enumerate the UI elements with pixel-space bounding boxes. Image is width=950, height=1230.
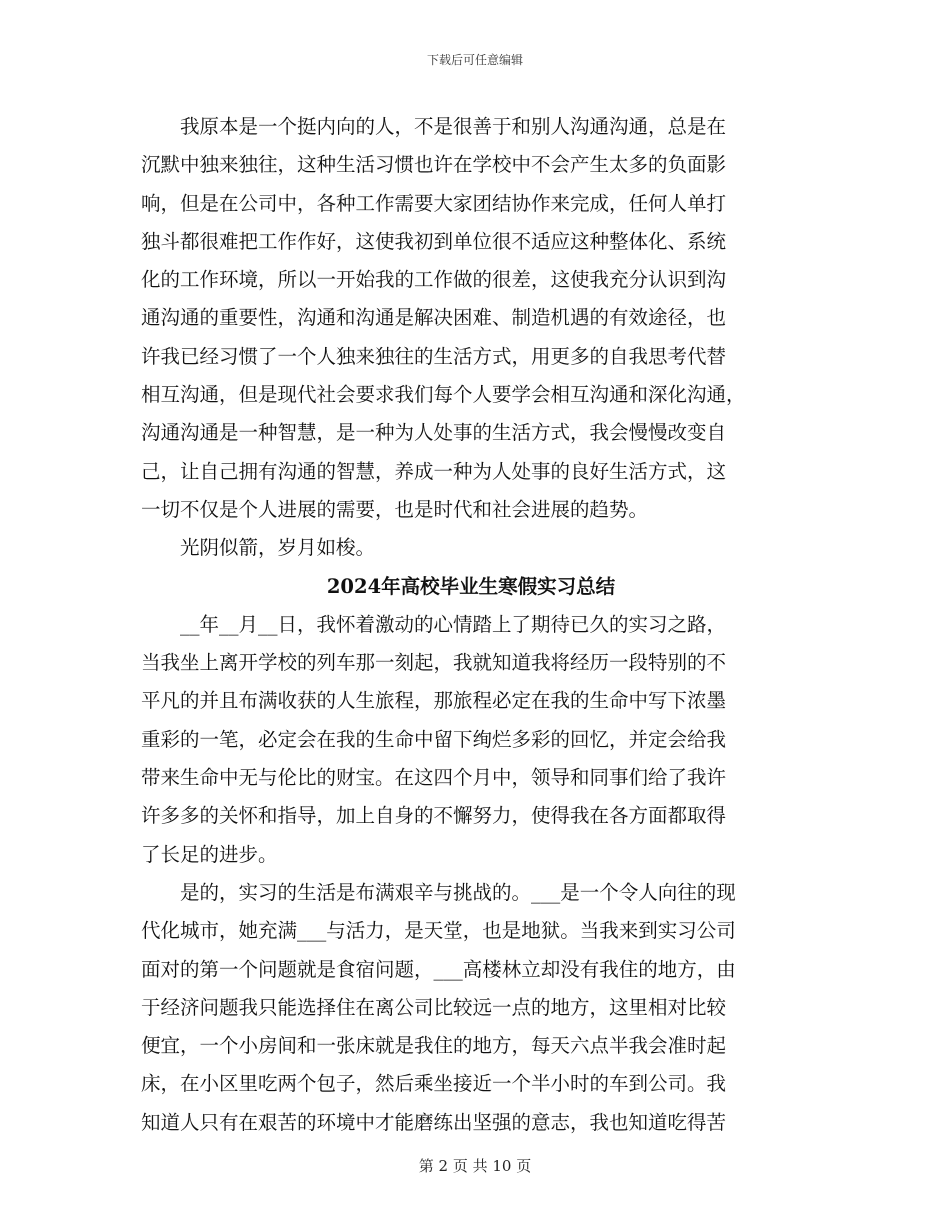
paragraph-line: 许我已经习惯了一个人独来独往的生活方式，用更多的自我思考代替 bbox=[141, 344, 727, 368]
paragraph-line: 许多多的关怀和指导，加上自身的不懈努力，使得我在各方面都取得 bbox=[141, 804, 727, 828]
paragraph-line: 知道人只有在艰苦的环境中才能磨练出坚强的意志，我也知道吃得苦 bbox=[141, 1110, 727, 1134]
paragraph-line: 代化城市，她充满___与活力，是天堂，也是地狱。当我来到实习公司 bbox=[141, 919, 736, 943]
paragraph-line: 沟通沟通是一种智慧，是一种为人处事的生活方式，我会慢慢改变自 bbox=[141, 421, 727, 445]
paragraph-line: 光阴似箭，岁月如梭。 bbox=[141, 536, 376, 560]
paragraph-line: 化的工作环境，所以一开始我的工作做的很差，这使我充分认识到沟 bbox=[141, 268, 727, 292]
paragraph-line: 沉默中独来独往，这种生活习惯也许在学校中不会产生太多的负面影 bbox=[141, 153, 727, 177]
paragraph-line: 当我坐上离开学校的列车那一刻起，我就知道我将经历一段特别的不 bbox=[141, 651, 727, 675]
document-body bbox=[141, 108, 801, 1142]
paragraph-line: 了长足的进步。 bbox=[141, 842, 278, 866]
paragraph-line: 平凡的并且布满收获的人生旅程，那旅程必定在我的生命中写下浓墨 bbox=[141, 689, 727, 713]
paragraph-line: 重彩的一笔，必定会在我的生命中留下绚烂多彩的回忆，并定会给我 bbox=[141, 727, 727, 751]
paragraph-line: 己，让自己拥有沟通的智慧，养成一种为人处事的良好生活方式，这 bbox=[141, 459, 727, 483]
paragraph-line: 是的，实习的生活是布满艰辛与挑战的。___是一个令人向往的现 bbox=[141, 880, 736, 904]
paragraph-line: 通沟通的重要性，沟通和沟通是解决困难、制造机遇的有效途径，也 bbox=[141, 306, 727, 330]
paragraph-line: 面对的第一个问题就是食宿问题，___高楼林立却没有我住的地方，由 bbox=[141, 957, 736, 981]
paragraph-line: 我原本是一个挺内向的人，不是很善于和别人沟通沟通，总是在 bbox=[141, 115, 727, 138]
page-footer: 第 2 页 共 10 页 bbox=[418, 1157, 532, 1175]
paragraph-line: 便宜，一个小房间和一张床就是我住的地方，每天六点半我会准时起 bbox=[141, 1034, 727, 1058]
page-header: 下载后可任意编辑 bbox=[426, 53, 523, 67]
paragraph-line: 床，在小区里吃两个包子，然后乘坐接近一个半小时的车到公司。我 bbox=[141, 1072, 727, 1096]
paragraph-line: 独斗都很难把工作作好，这使我初到单位很不适应这种整体化、系统 bbox=[141, 229, 727, 253]
section-title: 2024年高校毕业生寒假实习总结 bbox=[326, 574, 616, 598]
paragraph-line: 相互沟通，但是现代社会要求我们每个人要学会相互沟通和深化沟通， bbox=[141, 383, 746, 407]
paragraph-line: 于经济问题我只能选择住在离公司比较远一点的地方，这里相对比较 bbox=[141, 995, 727, 1019]
paragraph-line: 带来生命中无与伦比的财宝。在这四个月中，领导和同事们给了我许 bbox=[141, 766, 727, 790]
paragraph-line: 一切不仅是个人进展的需要，也是时代和社会进展的趋势。 bbox=[141, 497, 649, 521]
paragraph-line: __年__月__日，我怀着激动的心情踏上了期待已久的实习之路， bbox=[141, 612, 727, 636]
paragraph-line: 响，但是在公司中，各种工作需要大家团结协作来完成，任何人单打 bbox=[141, 191, 727, 215]
